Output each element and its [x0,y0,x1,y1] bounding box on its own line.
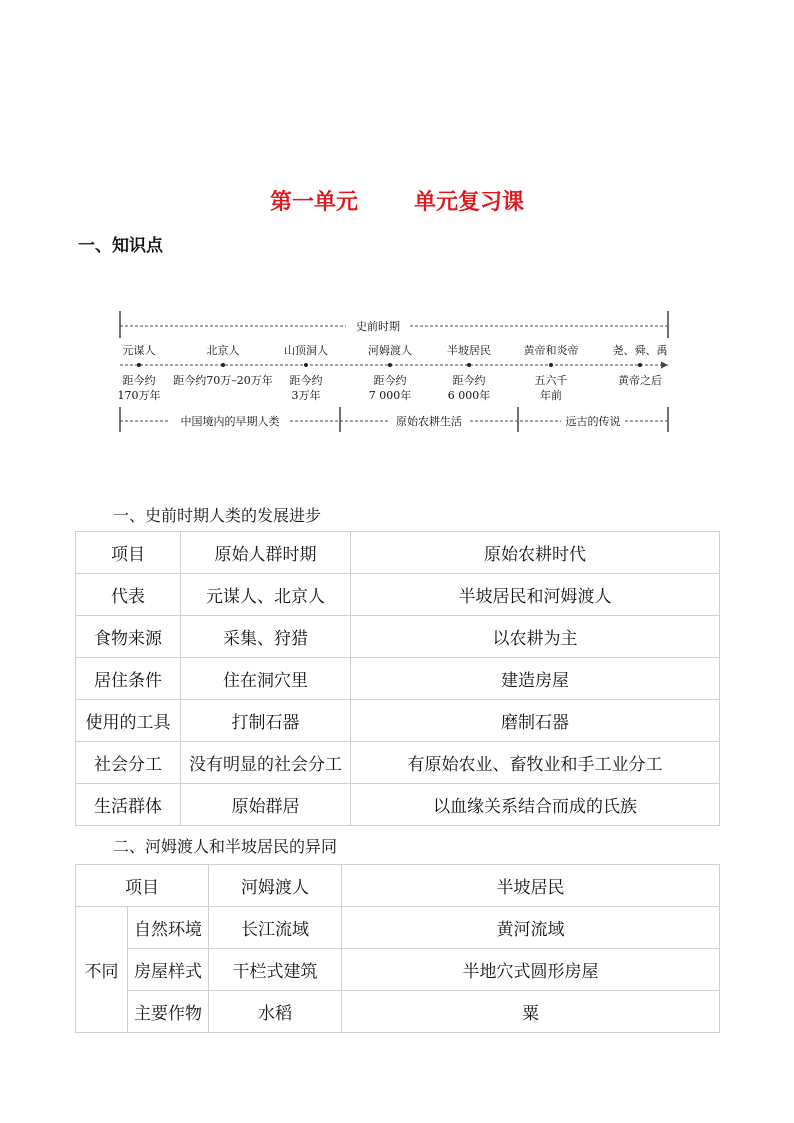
timeline-date: 距今约70万–20万年 [173,374,273,387]
table-cell: 食物来源 [76,616,181,658]
table-cell: 代表 [76,574,181,616]
table-cell: 有原始农业、畜牧业和手工业分工 [351,742,720,784]
table-row [76,700,720,742]
table-cell: 打制石器 [181,700,351,742]
title-unit: 第一单元 [269,190,358,215]
table-cell: 半坡居民和河姆渡人 [351,574,720,616]
group-label-cell: 不同 [76,907,128,1033]
timeline-date: 五六千 [534,374,568,387]
title-review: 单元复习课 [414,190,525,215]
table-row [76,991,720,1033]
timeline-person: 半坡居民 [447,344,491,357]
timeline-date: 距今约 [122,374,156,387]
table-cell: 粟 [342,991,720,1033]
table-cell: 河姆渡人 [209,865,342,907]
timeline-person: 尧、舜、禹 [612,344,668,357]
table-row [76,574,720,616]
timeline-date: 距今约 [373,374,407,387]
table-cell: 黄河流域 [342,907,720,949]
table-row [76,865,720,907]
timeline-date: 距今约 [289,374,323,387]
table-row [76,949,720,991]
table-row [76,616,720,658]
timeline-date: 黄帝之后 [618,374,662,387]
table-cell: 房屋样式 [128,949,209,991]
table-cell: 干栏式建筑 [209,949,342,991]
timeline-person: 北京人 [206,344,240,357]
table-cell: 居住条件 [76,658,181,700]
timeline-date: 距今约 [452,374,486,387]
page-title [0,185,794,216]
table-row [76,658,720,700]
table2-heading: 二、河姆渡人和半坡居民的异同 [113,837,338,856]
timeline-person: 山顶洞人 [284,344,328,357]
timeline-date: 6 000年 [447,389,491,402]
table-cell: 主要作物 [128,991,209,1033]
table-cell: 以血缘关系结合而成的氏族 [351,784,720,826]
table-row [76,532,720,574]
table-cell: 磨制石器 [351,700,720,742]
table-cell: 以农耕为主 [351,616,720,658]
table-cell: 采集、狩猎 [181,616,351,658]
table-cell: 半坡居民 [342,865,720,907]
table-cell: 原始农耕时代 [351,532,720,574]
table-cell: 生活群体 [76,784,181,826]
hemudu-banpo-table [75,864,720,1033]
table-cell: 建造房屋 [351,658,720,700]
timeline-date: 3万年 [291,389,321,402]
timeline-group: 原始农耕生活 [396,415,462,428]
table1-heading: 一、史前时期人类的发展进步 [113,506,322,525]
table-cell: 元谋人、北京人 [181,574,351,616]
table-cell: 使用的工具 [76,700,181,742]
table-cell: 半地穴式圆形房屋 [342,949,720,991]
table-row [76,742,720,784]
timeline-person: 黄帝和炎帝 [523,344,579,357]
table-cell: 项目 [76,865,209,907]
timeline-group: 中国境内的早期人类 [180,415,280,428]
timeline-date: 7 000年 [368,389,412,402]
timeline-group: 远古的传说 [565,415,621,428]
table-cell: 长江流域 [209,907,342,949]
timeline-diagram [110,306,680,436]
table-cell: 原始人群时期 [181,532,351,574]
table-cell: 原始群居 [181,784,351,826]
section-heading: 一、知识点 [78,236,163,256]
timeline-date: 170万年 [117,389,161,402]
timeline-person: 元谋人 [122,344,156,357]
table-cell: 没有明显的社会分工 [181,742,351,784]
era-label: 史前时期 [356,320,400,333]
table-cell: 项目 [76,532,181,574]
table-row [76,907,720,949]
table-cell: 社会分工 [76,742,181,784]
table-cell: 自然环境 [128,907,209,949]
timeline-arrow [661,362,668,369]
timeline-date: 年前 [540,389,562,402]
table-row [76,784,720,826]
prehistoric-progress-table [75,531,720,826]
table-cell: 住在洞穴里 [181,658,351,700]
table-cell: 水稻 [209,991,342,1033]
timeline-person: 河姆渡人 [368,344,412,357]
